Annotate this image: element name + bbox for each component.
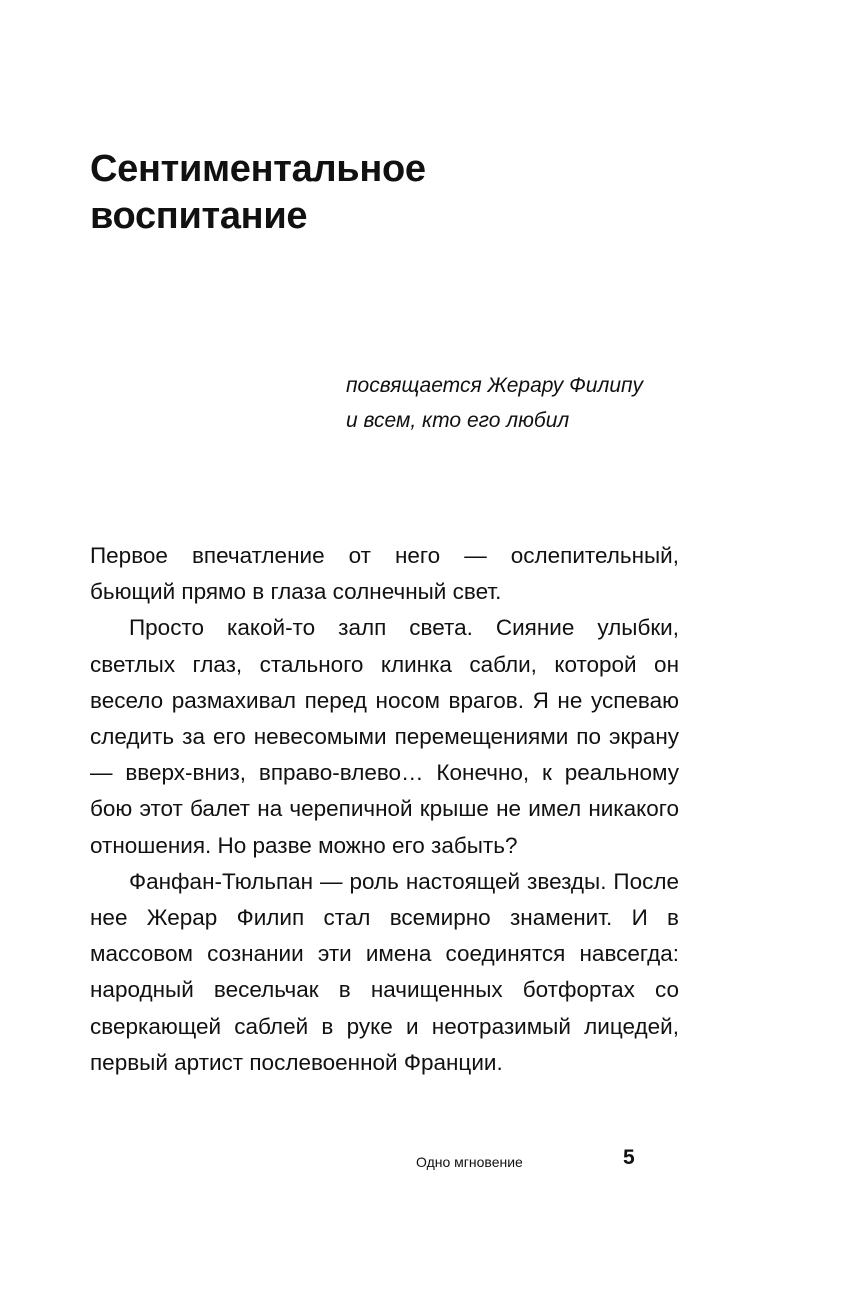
running-title: Одно мгновение <box>416 1154 523 1170</box>
paragraph-2: Просто какой-то залп света. Сияние улыбки, светлых глаз, стального клинка сабли, которой он весело размахивал перед носом врагов. Я не успеваю следить за его невесомыми перемещениями по экрану — вверх-вниз, вправо-влево… Конечно, к реальному бою этот балет на черепичной крыше не имел никакого отношения. Но разве можно его забыть? <box>90 615 679 858</box>
epigraph <box>346 368 766 438</box>
paragraph-1: Первое впечатление от него — ослепительный, бьющий прямо в глаза солнечный свет. <box>90 543 679 605</box>
chapter-title-line-1: Сентиментальное <box>90 148 426 190</box>
chapter-title-line-2: воспитание <box>90 195 308 237</box>
epigraph-line-2: и всем, кто его любил <box>346 409 570 432</box>
chapter-title <box>90 146 650 240</box>
epigraph-line-1: посвящается Жерару Филипу <box>346 374 644 397</box>
paragraph-3: Фанфан-Тюльпан — роль настоящей звезды. После нее Жерар Филип стал всемирно знаменит. И в массовом сознании эти имена соединятся навсегда: народный весельчак в начищенных ботфортах со сверкающей саблей в руке и неотразимый лицедей, первый артист послевоенной Франции. <box>90 868 679 1075</box>
body-text <box>90 538 679 1081</box>
running-footer <box>0 1146 844 1176</box>
page-number: 5 <box>623 1146 635 1169</box>
